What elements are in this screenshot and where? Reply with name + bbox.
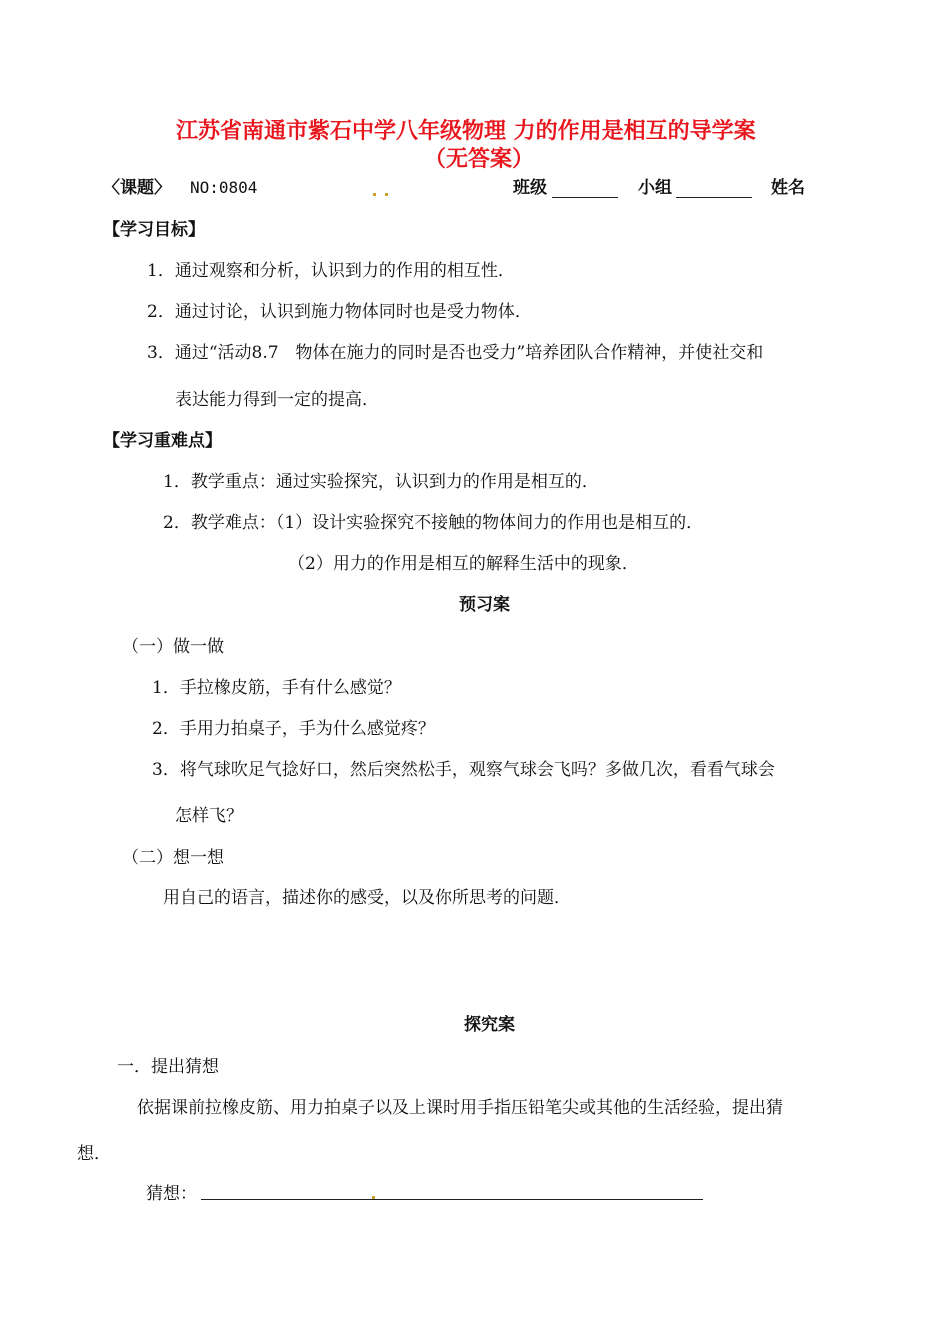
goal-item: 1．通过观察和分析，认识到力的作用的相互性． — [147, 261, 515, 281]
lesson-label: 〈课题〉 — [103, 178, 171, 198]
goal-item: 3．通过“活动8.7 物体在施力的同时是否也受力”培养团队合作精神，并使社交和 — [147, 343, 764, 363]
goal-item-continued: 表达能力得到一定的提高． — [175, 390, 379, 410]
preview-heading: 预习案 — [459, 595, 510, 615]
name-label: 姓名 — [771, 178, 805, 198]
group-label: 小组 — [638, 178, 672, 198]
think-text: 用自己的语言，描述你的感受，以及你所思考的问题． — [163, 888, 571, 908]
key-point-item: 2．教学难点：（1）设计实验探究不接触的物体间力的作用也是相互的． — [163, 513, 704, 533]
class-label: 班级 — [513, 178, 547, 198]
key-points-heading: 【学习重难点】 — [103, 431, 222, 451]
guess-label: 猜想： — [146, 1184, 197, 1204]
guess-instruction-continued: 想． — [77, 1144, 111, 1164]
explore-heading: 探究案 — [464, 1015, 515, 1035]
guess-heading: 一．提出猜想 — [117, 1057, 219, 1077]
speck-mark — [372, 1196, 375, 1199]
do-item-continued: 怎样飞？ — [175, 806, 243, 826]
document-title: 江苏省南通市紫石中学八年级物理 力的作用是相互的导学案 — [176, 119, 756, 144]
lesson-number: NO:0804 — [190, 178, 258, 197]
guess-answer-blank[interactable] — [201, 1199, 703, 1200]
do-item: 2．手用力拍桌子，手为什么感觉疼？ — [152, 719, 435, 739]
group-blank[interactable] — [676, 197, 752, 198]
document-title-suffix: （无答案） — [424, 147, 535, 172]
speck-mark — [385, 193, 388, 196]
class-blank[interactable] — [552, 197, 618, 198]
key-point-item: （2）用力的作用是相互的解释生活中的现象． — [288, 554, 639, 574]
speck-mark — [373, 193, 376, 196]
goal-item: 2．通过讨论，认识到施力物体同时也是受力物体． — [147, 302, 532, 322]
do-heading: （一）做一做 — [122, 637, 224, 657]
do-item: 3．将气球吹足气捻好口，然后突然松手，观察气球会飞吗？多做几次，看看气球会 — [152, 760, 775, 780]
do-item: 1．手拉橡皮筋，手有什么感觉？ — [152, 678, 401, 698]
key-point-item: 1．教学重点：通过实验探究，认识到力的作用是相互的． — [163, 472, 599, 492]
goals-heading: 【学习目标】 — [103, 220, 205, 240]
think-heading: （二）想一想 — [122, 848, 224, 868]
guess-instruction: 依据课前拉橡皮筋、用力拍桌子以及上课时用手指压铅笔尖或其他的生活经验，提出猜 — [137, 1098, 783, 1118]
